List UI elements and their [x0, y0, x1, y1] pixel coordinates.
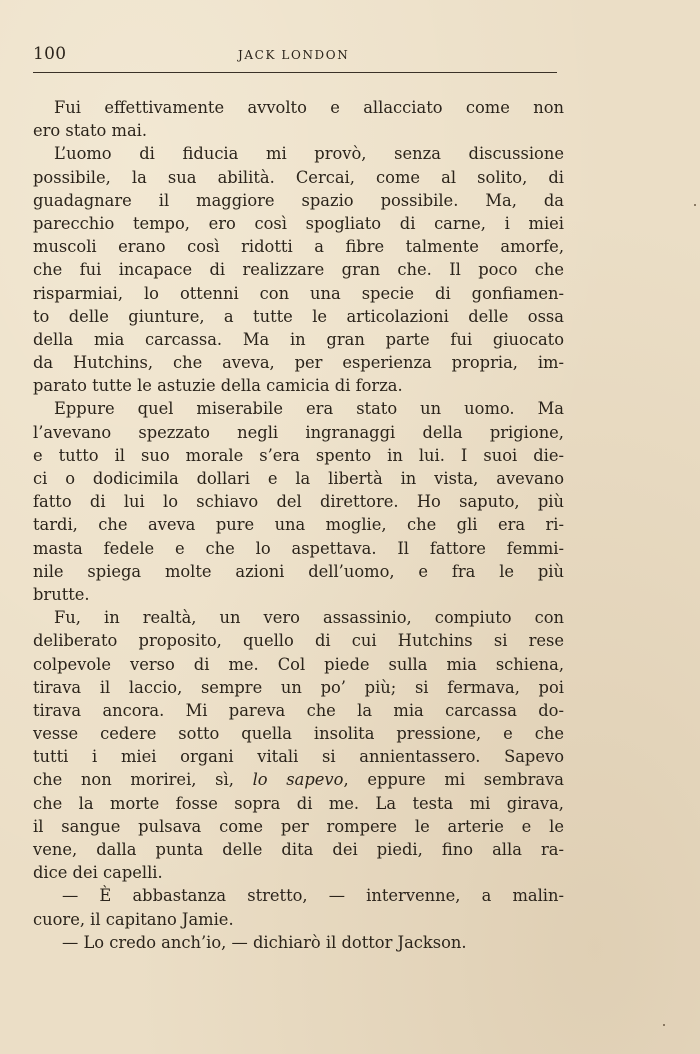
text-line: fatto di lui lo schiavo del direttore. Ho saputo, più: [33, 492, 564, 512]
text-line: nile spiega molte azioni dell’uomo, e fra le più: [33, 561, 564, 581]
text-line: L’uomo di fiducia mi provò, senza discussione: [54, 144, 564, 164]
text-line: Eppure quel miserabile era stato un uomo. Ma: [54, 399, 564, 419]
text-line: vene, dalla punta delle dita dei piedi, fino alla ra-: [33, 840, 564, 859]
text-line: vesse cedere sotto quella insolita pressione, e che: [33, 724, 564, 744]
dialogue-line: — Lo credo anch’io, — dichiarò il dottor Jackson.: [62, 932, 467, 952]
paper-speck: [694, 204, 696, 206]
text-line: parecchio tempo, ero così spogliato di carne, i miei: [33, 213, 564, 233]
body-text: [33, 96, 564, 954]
text-segment: che non morirei, sì,: [33, 770, 234, 790]
text-line: tirava il laccio, sempre un po’ più; si fermava, poi: [33, 677, 564, 697]
text-line: dice dei capelli.: [33, 863, 163, 883]
text-line: brutte.: [33, 584, 90, 604]
paper-speck: [663, 1024, 665, 1026]
text-line: il sangue pulsava come per rompere le arterie e le: [33, 816, 564, 836]
text-line: Fui effettivamente avvolto e allacciato come non: [54, 98, 564, 117]
text-line: e tutto il suo morale s’era spento in lui. I suoi die-: [33, 445, 564, 465]
text-line: che fui incapace di realizzare gran che. Il poco che: [33, 260, 564, 280]
italic-phrase: lo sapevo: [252, 770, 344, 790]
header-rule: [33, 72, 557, 73]
dialogue-line: — È abbastanza stretto, — intervenne, a malin-: [62, 886, 564, 906]
text-line: l’avevano spezzato negli ingranaggi della prigione,: [33, 422, 564, 442]
text-line: ci o dodicimila dollari e la libertà in vista, avevano: [33, 469, 564, 488]
text-line: deliberato proposito, quello di cui Hutchins si rese: [33, 631, 564, 651]
text-line: possibile, la sua abilità. Cercai, come al solito, di: [33, 167, 564, 187]
text-line: muscoli erano così ridotti a fibre talmente amorfe,: [33, 237, 564, 257]
text-line: da Hutchins, che aveva, per esperienza propria, im-: [33, 353, 564, 373]
text-line: guadagnare il maggiore spazio possibile. Ma, da: [33, 190, 564, 210]
text-line: parato tutte le astuzie della camicia di forza.: [33, 376, 403, 396]
text-line: risparmiai, lo ottenni con una specie di gonfiamen-: [33, 283, 564, 303]
page-header: [33, 44, 557, 70]
text-line: to delle giunture, a tutte le articolazioni delle ossa: [33, 306, 564, 326]
text-line: colpevole verso di me. Col piede sulla mia schiena,: [33, 654, 564, 674]
text-line: [33, 768, 564, 791]
running-head: JACK LONDON: [238, 48, 350, 62]
text-line: tutti i miei organi vitali si annientassero. Sapevo: [33, 747, 564, 767]
text-line: cuore, il capitano Jamie.: [33, 909, 234, 929]
text-line: tirava ancora. Mi pareva che la mia carcassa do-: [33, 700, 564, 720]
text-line: che la morte fosse sopra di me. La testa mi girava,: [33, 793, 564, 813]
text-line: Fu, in realtà, un vero assassinio, compiuto con: [54, 608, 564, 628]
page-number: 100: [33, 44, 67, 64]
text-line: ero stato mai.: [33, 121, 148, 141]
text-line: masta fedele e che lo aspettava. Il fattore femmi-: [33, 538, 564, 558]
text-segment: , eppure mi sembrava: [343, 770, 564, 790]
text-line: della mia carcassa. Ma in gran parte fui giuocato: [33, 329, 564, 349]
text-line: tardi, che aveva pure una moglie, che gli era ri-: [33, 515, 564, 535]
